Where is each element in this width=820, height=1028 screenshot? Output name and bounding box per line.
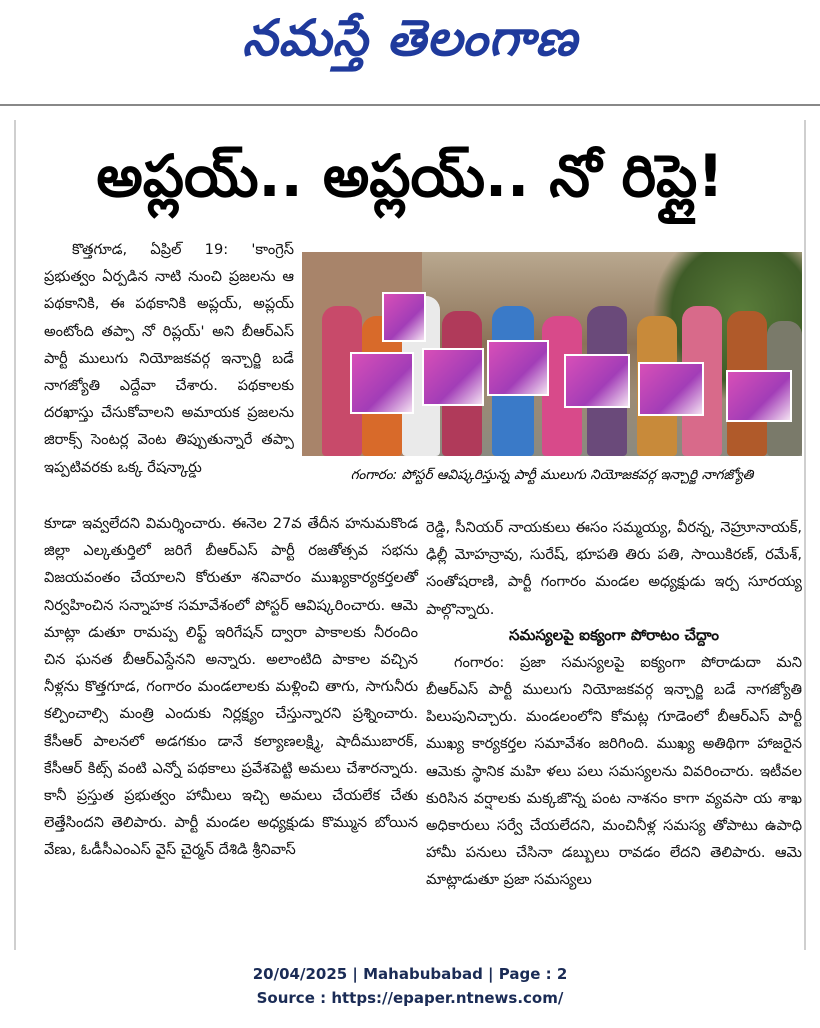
article-headline: అప్లయ్.. అప్లయ్.. నో రిప్లై! xyxy=(96,141,724,210)
photo-poster xyxy=(726,370,792,422)
masthead xyxy=(0,0,820,88)
page-footer xyxy=(0,962,820,1010)
photo-poster xyxy=(487,340,549,396)
photo-poster xyxy=(564,354,630,408)
photo-poster xyxy=(422,348,484,406)
footer-source: Source : https://epaper.ntnews.com/ xyxy=(256,989,564,1007)
photo-poster xyxy=(382,292,426,342)
masthead-divider xyxy=(0,104,820,106)
article-paragraph: కొత్తగూడ, ఏప్రిల్ 19: 'కాంగ్రెస్ ప్రభుత్వం ఏర్పడిన నాటి నుంచి ప్రజలను ఆ పథకానికి, ఈ పథకానికి అప్లయ్, అప్లయ్ అంటోంది తప్పా నో రిప్లయ్' అని బీఆర్ఎస్ పార్టీ ములుగు నియోజకవర్గ ఇన్చార్జి బడే నాగజ్యోతి ఎద్దేవా చేశారు. పథకాలకు దరఖాస్తు చేసుకోవాలని అమాయక ప్రజలను జిరాక్స్ సెంటర్ల వెంట తిప్పుతున్నారే తప్పా ఇప్పటివరకు ఒక్క రేషన్కార్డు xyxy=(44,241,294,476)
article-paragraph: గంగారం: ప్రజా సమస్యలపై ఐక్యంగా పోరాడుదా మని బీఆర్ఎస్ పార్టీ ములుగు నియోజకవర్గ ఇన్చార్జి బడే నాగజ్యోతి పిలుపునిచ్చారు. మండలంలోని కోమట్ల గూడెంలో బీఆర్ఎస్ పార్టీ ముఖ్య కార్యకర్తల సమావేశం జరిగింది. ముఖ్య అతిథిగా హాజరైన ఆమెకు స్థానిక మహి ళలు పలు సమస్యలను వివరించారు. ఇటీవల కురిసిన వర్షాలకు మక్కజొన్న పంట నాశనం కాగా వ్యవసా య శాఖ అధికారులు సర్వే చేయలేదని, మంచినీళ్ల సమస్య తోపాటు ఉపాధి హామీ పనులు చేసినా డబ్బులు రావడం లేదని తెలిపారు. ఆమె మాట్లాడుతూ ప్రజా సమస్యలు xyxy=(426,653,802,889)
article-column-right xyxy=(426,514,802,894)
photo-poster xyxy=(350,352,414,414)
article-clipping xyxy=(14,120,806,950)
article-paragraph: కూడా ఇవ్వలేదని విమర్శించారు. ఈనెల 27వ తేదీన హనుమకొండ జిల్లా ఎల్కతుర్తిలో జరిగే బీఆర్ఎస్ పార్టీ రజతోత్సవ సభను విజయవంతం చేయాలని కోరుతూ శనివారం ముఖ్యకార్యకర్తలతో నిర్వహించిన సన్నాహక సమావేశంలో పోస్టర్ ఆవిష్కరించారు. ఆమె మాట్లా డుతూ రామప్ప లిఫ్ట్ ఇరిగేషన్ ద్వారా పాకాలకు నీరందిం చిన ఘనత బీఆర్ఎస్దేనని అన్నారు. అలాంటిది పాకాల వచ్చిన నీళ్లను కొత్తగూడ, గంగారం మండలాలకు మళ్లించి తాగు, సాగునీరు కల్పించాల్సి మంత్రి ఎందుకు నిర్లక్ష్యం చేస్తున్నారని ప్రశ్నించారు. కేసీఆర్ పాలనలో అడగకుం డానే కల్యాణలక్ష్మి, షాదీముబారక్, కేసీఆర్ కిట్స్ వంటి ఎన్నో పథకాలు ప్రవేశపెట్టి అమలు చేశారన్నారు. కానీ ప్రస్తుత ప్రభుత్వం హామీలు ఇచ్చి అమలు చేయలేక చేతు లెత్తేసిందని తెలిపారు. పార్టీ మండల అధ్యక్షుడు కొమ్మున బోయిన వేణు, ఓడీసీఎంఎస్ వైస్ చైర్మన్ దేశిడి శ్రీనివాస్ xyxy=(44,515,418,859)
article-paragraph: రెడ్డి, సీనియర్ నాయకులు ఈసం సమ్మయ్య, వీరన్న, నెహ్రూనాయక్, ఢిల్లీ మోహన్రావు, సురేష్, భూపతి తిరు పతి, సాయికిరణ్, రమేశ్, సంతోషరాణి, పార్టీ గంగారం మండల అధ్యక్షుడు ఇర్ప సూరయ్య పాల్గొన్నారు. xyxy=(426,519,802,618)
footer-date-edition: 20/04/2025 | Mahabubabad | Page : 2 xyxy=(252,965,568,983)
article-column-left-bottom xyxy=(44,510,418,864)
sub-headline: సమస్యలపై ఐక్యంగా పోరాటం చేద్దాం xyxy=(509,625,719,644)
newspaper-title: నమస్తే తెలంగాణ xyxy=(242,8,578,67)
article-column-left-top xyxy=(44,236,294,481)
article-photo xyxy=(302,252,802,456)
photo-poster xyxy=(638,362,704,416)
photo-caption: గంగారం: పోస్టర్ ఆవిష్కరిస్తున్న పార్టీ ములుగు నియోజకవర్గ ఇన్చార్జి నాగజ్యోతి xyxy=(350,466,754,483)
